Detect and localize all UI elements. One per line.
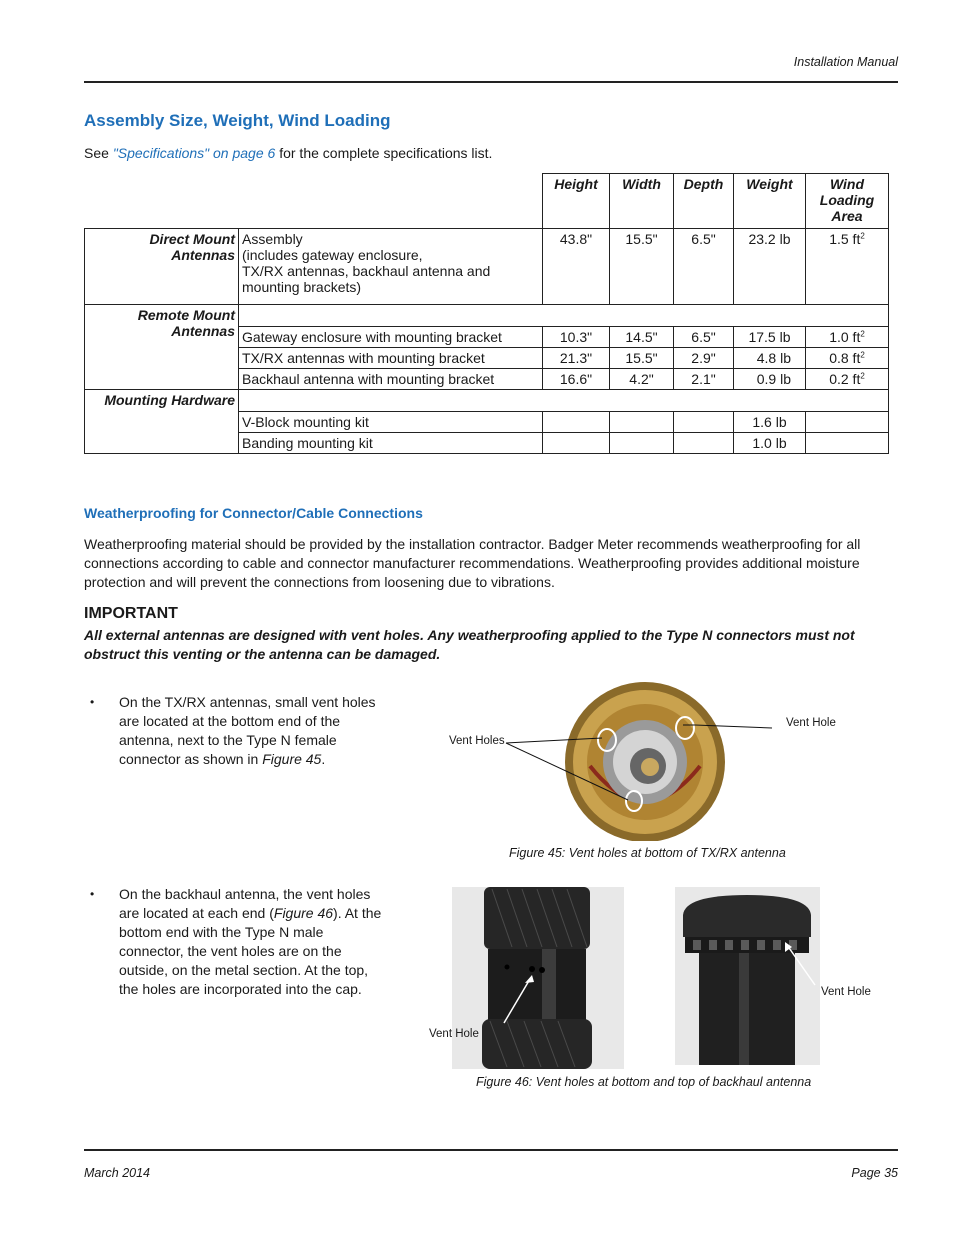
cell-weight: 17.5 lb	[734, 327, 806, 348]
cell-wind	[806, 348, 889, 369]
important-body: All external antennas are designed with vent holes. Any weatherproofing applied to the Type N connectors must not obstruct this venting or the antenna can be damaged.	[84, 627, 855, 662]
desc-line: (includes gateway enclosure,	[242, 247, 423, 263]
wind-value: 0.2 ft	[829, 371, 861, 387]
footer-date: March 2014	[84, 1166, 151, 1180]
row-desc: Banding mounting kit	[239, 433, 543, 454]
knurled-nut-top	[484, 887, 590, 949]
table-row	[85, 305, 889, 327]
cell-depth: 6.5"	[674, 327, 734, 348]
cell-depth: 6.5"	[674, 229, 734, 305]
footer-rule	[84, 1149, 898, 1151]
vent-hole	[539, 967, 545, 973]
cell-wind	[806, 327, 889, 348]
vent-hole	[505, 965, 510, 970]
row-desc-assembly	[239, 229, 543, 305]
figure-46-photo-bottom	[452, 887, 624, 1069]
table-header-row	[85, 174, 889, 229]
antenna-cap	[683, 895, 811, 937]
cell-weight: 0.9 lb	[734, 369, 806, 390]
cell-weight: 1.6 lb	[734, 412, 806, 433]
wind-unit-sup: 2	[860, 231, 865, 241]
category-remote-mount: Remote Mount Antennas	[85, 305, 239, 390]
see-specifications-text	[84, 145, 492, 161]
col-header-width: Width	[610, 174, 674, 229]
wind-unit-sup: 2	[860, 329, 865, 339]
cell-width: 15.5"	[610, 348, 674, 369]
wind-value: 0.8 ft	[829, 350, 861, 366]
table-row	[85, 390, 889, 412]
weatherproofing-paragraph: Weatherproofing material should be provided by the installation contractor. Badger Meter recommends weatherproofing for all connections according to cable and connector manufacturer recommendations. Weatherproofing provides additional moisture protection and will prevent the connections from loosening due to vibrations.	[84, 536, 861, 590]
important-title: IMPORTANT	[84, 605, 178, 622]
cell-weight: 4.8 lb	[734, 348, 806, 369]
col-header-height: Height	[543, 174, 610, 229]
bullet-text: .	[321, 751, 326, 767]
col-header-depth: Depth	[674, 174, 734, 229]
section-title-weatherproofing: Weatherproofing for Connector/Cable Connections	[84, 505, 423, 521]
cell-wind	[806, 229, 889, 305]
specifications-link[interactable]: "Specifications" on page 6	[112, 145, 276, 161]
bullet-txrx-vent-holes	[119, 693, 381, 769]
vent-hole	[529, 966, 535, 972]
figure-45-caption: Figure 45: Vent holes at bottom of TX/RX antenna	[509, 846, 786, 860]
cell-height: 43.8"	[543, 229, 610, 305]
bullet-text: On the TX/RX antennas, small vent holes are located at the bottom end of the antenna, next to the Type N female connector as shown in	[119, 694, 376, 767]
cell-weight: 1.0 lb	[734, 433, 806, 454]
row-desc: V-Block mounting kit	[239, 412, 543, 433]
col-header-weight: Weight	[734, 174, 806, 229]
cell-depth: 2.9"	[674, 348, 734, 369]
category-direct-mount: Direct Mount Antennas	[85, 229, 239, 305]
section-title-assembly: Assembly Size, Weight, Wind Loading	[84, 111, 391, 130]
figure-45-reference: Figure 45	[262, 751, 322, 767]
figure-46-label-vent-hole-top: Vent Hole	[821, 986, 871, 998]
figure-46-reference: Figure 46	[273, 905, 334, 921]
wind-value: 1.0 ft	[829, 329, 861, 345]
wind-unit-sup: 2	[860, 350, 865, 360]
figure-46-caption: Figure 46: Vent holes at bottom and top of backhaul antenna	[476, 1075, 812, 1089]
metal-section	[488, 949, 586, 1023]
wind-unit-sup: 2	[860, 371, 865, 381]
desc-line: Assembly	[242, 231, 303, 247]
figure-45-label-vent-hole: Vent Hole	[786, 717, 836, 729]
cell-width: 14.5"	[610, 327, 674, 348]
figure-45-label-vent-holes: Vent Holes	[449, 735, 505, 747]
desc-line: TX/RX antennas, backhaul antenna and	[242, 263, 491, 279]
figure-46-photo-top	[675, 887, 820, 1065]
bullet-text: ). At the bottom end with the Type N male connector, the vent holes are on the outside, on the metal section. At the top, the holes are incorporated into the cap.	[119, 905, 382, 997]
wind-value: 1.5 ft	[829, 231, 861, 247]
cell-wind	[806, 369, 889, 390]
row-desc: Gateway enclosure with mounting bracket	[239, 327, 543, 348]
row-desc: TX/RX antennas with mounting bracket	[239, 348, 543, 369]
footer-page-number: Page 35	[851, 1166, 898, 1180]
bullet-dot: •	[90, 695, 95, 709]
header-rule	[84, 81, 898, 83]
see-suffix: for the complete specifications list.	[275, 145, 493, 161]
category-mounting-hardware: Mounting Hardware	[85, 390, 239, 454]
figure-45-callout-lines	[500, 700, 790, 810]
cell-height: 10.3"	[543, 327, 610, 348]
bullet-text: On the backhaul antenna, the vent holes are located at each end (	[119, 886, 371, 921]
bullet-dot: •	[90, 887, 95, 901]
see-prefix: See	[84, 145, 113, 161]
specifications-table	[84, 173, 889, 454]
cell-depth: 2.1"	[674, 369, 734, 390]
cell-height: 21.3"	[543, 348, 610, 369]
figure-46-label-vent-hole-bottom: Vent Hole	[429, 1028, 479, 1040]
row-desc: Backhaul antenna with mounting bracket	[239, 369, 543, 390]
cell-width: 15.5"	[610, 229, 674, 305]
desc-line: mounting brackets)	[242, 279, 362, 295]
bullet-backhaul-vent-holes	[119, 885, 387, 999]
col-header-wind-loading-area: Wind Loading Area	[806, 174, 889, 229]
table-row	[85, 229, 889, 305]
header-manual-title: Installation Manual	[793, 55, 898, 69]
cell-weight: 23.2 lb	[734, 229, 806, 305]
cell-width: 4.2"	[610, 369, 674, 390]
cell-height: 16.6"	[543, 369, 610, 390]
